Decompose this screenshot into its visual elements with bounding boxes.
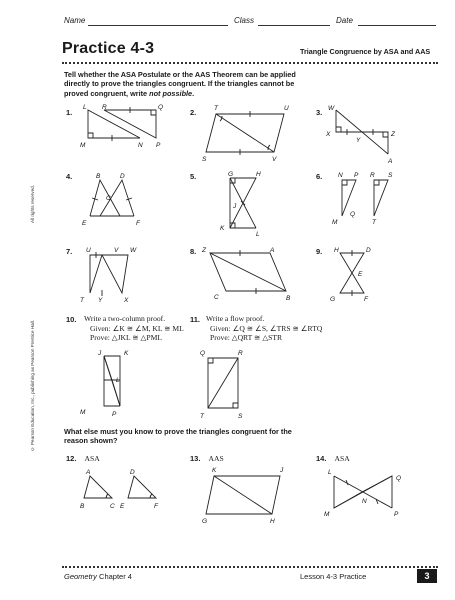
figure-8 — [198, 243, 298, 303]
fig1-label-R: R — [102, 104, 107, 111]
fig14-label-M: M — [324, 511, 330, 518]
problem-4-number: 4. — [66, 172, 73, 181]
fig7-label-V: V — [114, 247, 119, 254]
fig10-label-K: K — [124, 350, 129, 357]
figure-12 — [76, 462, 176, 512]
fig14-label-Q: Q — [396, 475, 402, 482]
fig6-label-R: R — [370, 172, 375, 179]
fig11-label-S: S — [238, 413, 243, 420]
date-label: Date — [336, 16, 353, 25]
fig5-label-L: L — [256, 231, 260, 238]
footer-course-name: Geometry — [64, 572, 97, 581]
fig10-label-M: M — [80, 409, 86, 416]
fig2-label-T: T — [214, 105, 218, 112]
problem-7-number: 7. — [66, 247, 73, 256]
fig3-label-W: W — [328, 105, 335, 112]
fig2-label-V: V — [272, 156, 277, 162]
instructions-line-1: Tell whether the ASA Postulate or the AAS Theorem can be applied — [64, 70, 296, 79]
figure-5 — [200, 168, 280, 238]
fig7-label-W: W — [130, 247, 137, 254]
footer-divider — [62, 566, 438, 568]
fig5-label-H: H — [256, 171, 261, 178]
problem-1-number: 1. — [66, 108, 73, 117]
problem-10-prompt — [84, 314, 194, 343]
problem-10-prove: Prove: △JKL ≅ △PML — [90, 333, 162, 342]
fig4-label-B: B — [96, 173, 101, 180]
figure-3 — [320, 100, 400, 165]
fig7-label-U: U — [86, 247, 91, 254]
fig5-label-K: K — [220, 225, 225, 232]
fig4-label-F: F — [136, 220, 140, 227]
footer-chapter: Chapter 4 — [96, 572, 132, 581]
fig8-label-Z: Z — [202, 247, 206, 254]
fig3-label-Y: Y — [356, 137, 361, 144]
figure-11 — [196, 346, 266, 420]
fig7-label-T: T — [80, 297, 84, 304]
instructions-line-3: proved congruent, write not possible. — [64, 88, 195, 98]
page-subtitle: Triangle Congruence by ASA and AAS — [300, 47, 431, 56]
fig12-label-A: A — [86, 469, 91, 476]
fig14-label-P: P — [394, 511, 399, 518]
fig3-label-Z: Z — [391, 131, 395, 138]
figure-2 — [196, 100, 296, 162]
problem-10-text: Write a two-column proof. — [84, 314, 166, 323]
fig1-label-M: M — [80, 142, 86, 149]
problem-11-prompt — [206, 314, 336, 343]
fig5-label-G: G — [228, 171, 234, 178]
name-label: Name — [64, 16, 86, 25]
fig13-label-H: H — [270, 518, 275, 524]
problem-14-number: 14. — [316, 454, 327, 463]
fig8-label-B: B — [286, 295, 291, 302]
problem-2-number: 2. — [190, 108, 197, 117]
fig12-label-E: E — [120, 503, 125, 510]
problem-11-number: 11. — [190, 315, 201, 324]
fig11-label-R: R — [238, 350, 243, 357]
fig14-label-N: N — [362, 498, 367, 505]
fig9-label-E: E — [358, 271, 363, 278]
fig14-label-L: L — [328, 469, 332, 476]
page-number: 3 — [417, 569, 437, 583]
problem-11-text: Write a flow proof. — [206, 314, 265, 323]
problem-10-given: Given: ∠K ≅ ∠M, KL ≅ ML — [90, 323, 184, 333]
fig12-label-D: D — [130, 469, 135, 476]
fig9-label-H: H — [334, 247, 339, 254]
fig10-label-L: L — [116, 377, 120, 384]
problem-9-number: 9. — [316, 247, 323, 256]
fig4-label-E: E — [82, 220, 87, 227]
footer-course — [64, 572, 132, 581]
fig6-label-M: M — [332, 219, 338, 226]
section-2-instructions — [64, 427, 404, 446]
figure-4 — [76, 168, 166, 228]
fig12-label-F: F — [154, 503, 158, 510]
figure-10 — [76, 346, 166, 418]
page-title: Practice 4-3 — [62, 40, 155, 57]
problem-10-number: 10. — [66, 315, 77, 324]
fig11-label-Q: Q — [200, 350, 206, 357]
problem-5-number: 5. — [190, 172, 197, 181]
fig1-label-P: P — [156, 142, 161, 149]
fig7-label-Y: Y — [98, 297, 103, 304]
problem-11-prove: Prove: △QRT ≅ △STR — [210, 333, 283, 342]
fig6-label-S: S — [388, 172, 393, 179]
problem-11-given: Given: ∠Q ≅ ∠S, ∠TRS ≅ ∠RTQ — [210, 323, 323, 333]
fig6-label-T: T — [372, 219, 376, 226]
fig10-label-J: J — [98, 350, 102, 357]
fig10-label-P: P — [112, 411, 117, 418]
fig12-label-C: C — [110, 503, 115, 510]
problem-13-number: 13. — [190, 454, 201, 463]
class-label: Class — [234, 16, 255, 25]
copyright-rights: All rights reserved. — [30, 185, 35, 224]
fig12-label-B: B — [80, 503, 85, 510]
problem-12-reason: ASA — [84, 454, 100, 463]
class-field[interactable] — [258, 18, 330, 26]
fig4-label-C: C — [106, 195, 111, 202]
fig13-label-G: G — [202, 518, 208, 524]
fig5-label-J: J — [233, 203, 237, 210]
instructions — [64, 70, 404, 98]
footer-lesson: Lesson 4-3 Practice — [300, 572, 367, 581]
fig9-label-D: D — [366, 247, 371, 254]
fig6-label-P: P — [354, 172, 359, 179]
fig7-label-X: X — [124, 297, 129, 304]
problem-12-number: 12. — [66, 454, 77, 463]
fig1-label-N: N — [138, 142, 143, 149]
fig1-label-L: L — [83, 104, 87, 111]
figure-7 — [76, 243, 176, 305]
fig4-label-D: D — [120, 173, 125, 180]
instructions-line-2: directly to prove the triangles congruent. If the triangles cannot be — [64, 79, 295, 89]
figure-13 — [196, 462, 296, 524]
copyright-notice: © Pearson Education, Inc., publishing as Pearson Prentice Hall. — [30, 320, 35, 452]
figure-6 — [326, 168, 416, 228]
fig8-label-C: C — [214, 294, 219, 301]
fig9-label-F: F — [364, 296, 368, 303]
figure-1 — [76, 100, 166, 155]
fig6-label-N: N — [338, 172, 343, 179]
section-2-line-2: reason shown? — [64, 436, 118, 446]
fig13-label-K: K — [212, 467, 217, 474]
date-field[interactable] — [358, 18, 436, 26]
section-2-line-1: What else must you know to prove the triangles congruent for the — [64, 427, 292, 436]
problem-6-number: 6. — [316, 172, 323, 181]
fig1-label-Q: Q — [158, 104, 164, 111]
fig6-label-Q: Q — [350, 211, 356, 218]
name-field[interactable] — [88, 18, 228, 26]
fig2-label-U: U — [284, 105, 289, 112]
fig13-label-J: J — [280, 467, 284, 474]
fig3-label-A: A — [388, 158, 393, 165]
problem-3-number: 3. — [316, 108, 323, 117]
problem-14-reason: ASA — [334, 454, 350, 463]
fig3-label-X: X — [326, 131, 331, 138]
figure-14 — [320, 462, 415, 522]
problem-8-number: 8. — [190, 247, 197, 256]
fig8-label-A: A — [270, 247, 275, 254]
fig11-label-T: T — [200, 413, 204, 420]
fig9-label-G: G — [330, 296, 336, 303]
title-divider — [62, 62, 438, 64]
fig2-label-S: S — [202, 156, 207, 162]
problem-13-reason: AAS — [208, 454, 224, 463]
figure-9 — [326, 243, 396, 305]
